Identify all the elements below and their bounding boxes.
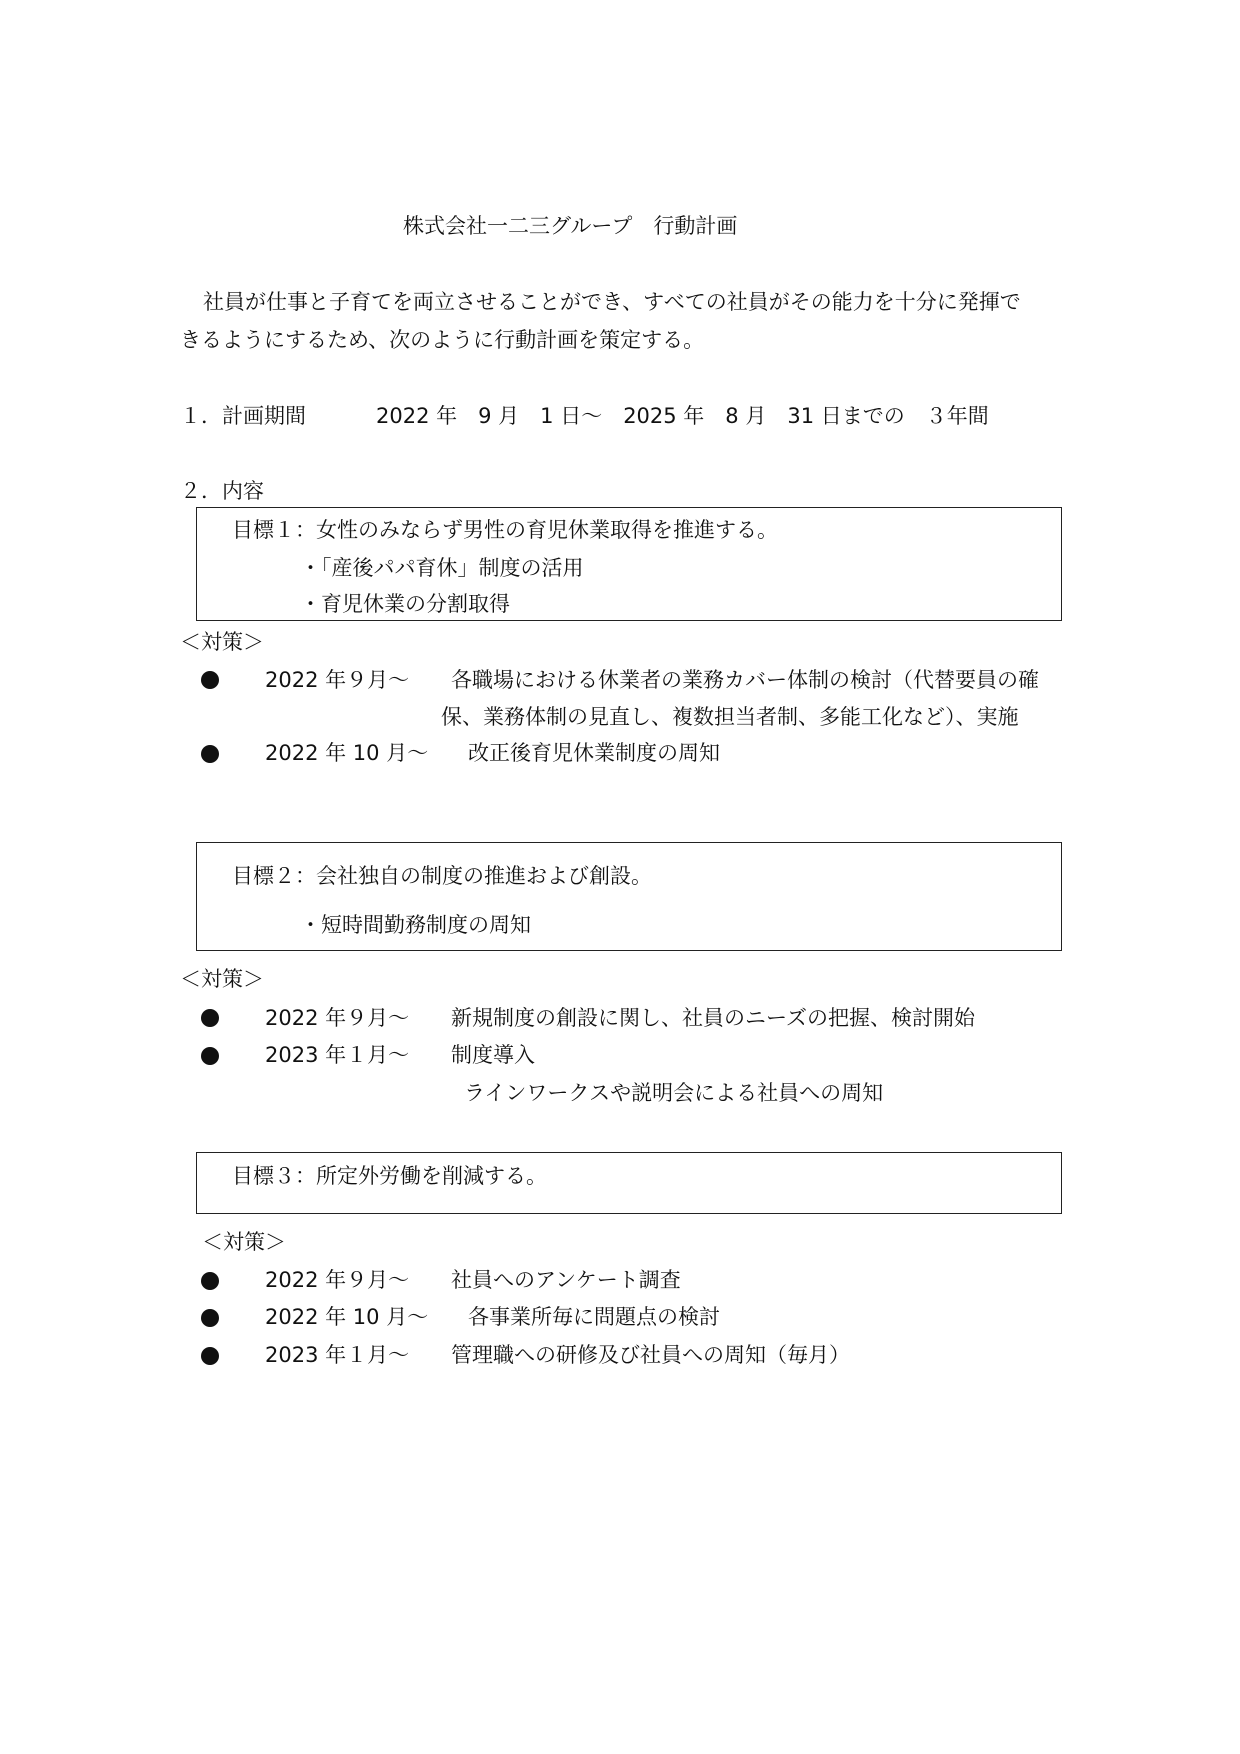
measure-text: 制度導入 [451, 1043, 535, 1067]
bullet-icon [201, 1347, 219, 1365]
intro-line-1: 社員が仕事と子育てを両立させることができ、すべての社員がその能力を十分に発揮で [203, 290, 1021, 314]
section1-label: １．計画期間 [180, 404, 306, 428]
goal1-heading: 目標１：女性のみならず男性の育児休業取得を推進する。 [232, 518, 778, 542]
goal3-heading: 目標３：所定外労働を削減する。 [232, 1164, 547, 1188]
measure-text: 新規制度の創設に関し、社員のニーズの把握、検討開始 [451, 1006, 975, 1030]
bullet-icon [201, 1009, 219, 1027]
measure-text-cont: 保、業務体制の見直し、複数担当者制、多能工化など）、実施 [441, 705, 1019, 729]
bullet-icon [201, 745, 219, 763]
goal1-item: ・「産後パパ育休」制度の活用 [300, 556, 584, 580]
goal3-measures-label: ＜対策＞ [202, 1230, 286, 1254]
bullet-icon [201, 1272, 219, 1290]
measure-date: 2023 年１月～ [265, 1343, 410, 1367]
section2-label: ２．内容 [180, 479, 264, 503]
measure-text-cont: ラインワークスや説明会による社員への周知 [464, 1081, 884, 1105]
intro-line-2: きるようにするため、次のように行動計画を策定する。 [180, 328, 705, 352]
goal1-measures-label: ＜対策＞ [180, 630, 264, 654]
measure-text: 各職場における休業者の業務カバー体制の検討（代替要員の確 [451, 668, 1039, 692]
measure-date: 2022 年９月～ [265, 1268, 410, 1292]
measure-date: 2022 年９月～ [265, 668, 410, 692]
plan-period: 2022 年 9 月 1 日～ 2025 年 8 月 31 日までの ３年間 [376, 404, 989, 428]
bullet-icon [201, 1309, 219, 1327]
measure-text: 改正後育児休業制度の周知 [468, 741, 720, 765]
measure-text: 社員へのアンケート調査 [451, 1268, 681, 1292]
measure-date: 2022 年 10 月～ [265, 1305, 429, 1329]
measure-date: 2022 年 10 月～ [265, 741, 429, 765]
bullet-icon [201, 1047, 219, 1065]
page-title: 株式会社一二三グループ 行動計画 [403, 214, 738, 238]
bullet-icon [201, 671, 219, 689]
measure-text: 各事業所毎に問題点の検討 [468, 1305, 720, 1329]
measure-text: 管理職への研修及び社員への周知（毎月） [451, 1343, 850, 1367]
goal2-item: ・短時間勤務制度の周知 [300, 913, 531, 937]
goal1-item: ・育児休業の分割取得 [300, 592, 510, 616]
goal2-heading: 目標２：会社独自の制度の推進および創設。 [232, 864, 652, 888]
measure-date: 2022 年９月～ [265, 1006, 410, 1030]
measure-date: 2023 年１月～ [265, 1043, 410, 1067]
goal2-measures-label: ＜対策＞ [180, 967, 264, 991]
